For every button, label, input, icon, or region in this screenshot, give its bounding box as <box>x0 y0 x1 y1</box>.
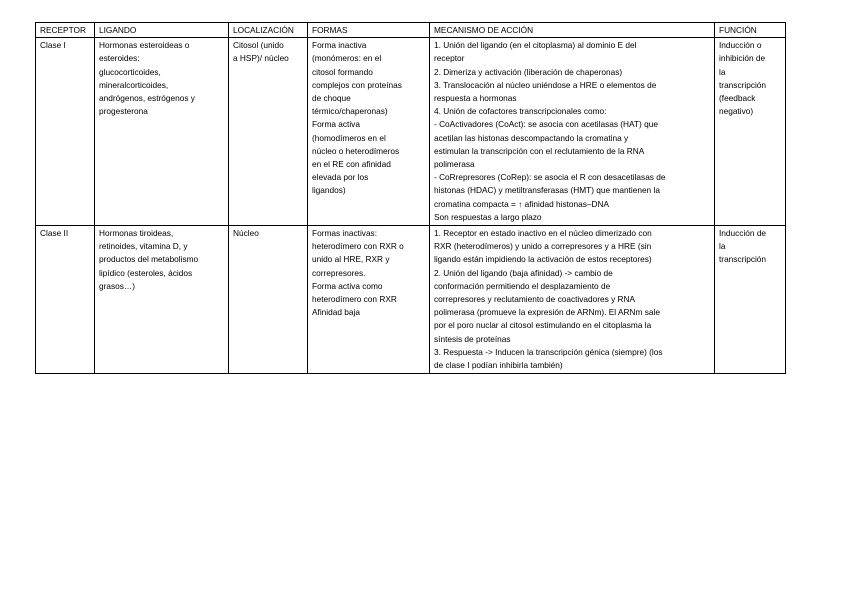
receptor-label: Clase I <box>40 40 66 51</box>
formas-line: heterodímero con RXR <box>312 294 397 305</box>
mecanismo-line: estimulan la transcripción con el reclutamiento de la RNA <box>434 145 645 156</box>
formas-line: térmico/chaperonas) <box>312 106 388 117</box>
header-mecanismo: MECANISMO DE ACCIÓN <box>430 23 715 38</box>
cell-ligando <box>95 38 229 226</box>
ligando-line: grasos…) <box>99 280 135 291</box>
cell-formas <box>308 38 430 226</box>
ligando-line: retinoides, vitamina D, y <box>99 241 188 252</box>
cell-mecanismo <box>430 38 715 226</box>
mecanismo-line: ligando están impidiendo la activación de estos receptores) <box>434 254 652 265</box>
formas-line: Afinidad baja <box>312 307 360 318</box>
mecanismo-line: acetilan las histonas descompactando la cromatina y <box>434 132 629 143</box>
formas-line: núcleo o heterodímeros <box>312 145 400 156</box>
formas-line: en el RE con afinidad <box>312 159 391 170</box>
ligando-line: glucocorticoides, <box>99 66 161 77</box>
funcion-line: la <box>719 66 726 77</box>
header-formas: FORMAS <box>308 23 430 38</box>
mecanismo-line: síntesis de proteínas <box>434 333 511 344</box>
formas-line: (homodímeros en el <box>312 132 386 143</box>
cell-receptor <box>36 38 95 226</box>
cell-receptor <box>36 226 95 374</box>
funcion-line: inhibición de <box>719 53 766 64</box>
ligando-line: Hormonas tiroideas, <box>99 228 174 239</box>
formas-line: unido al HRE, RXR y <box>312 254 390 265</box>
mecanismo-line: - CoActivadores (CoAct): se asocia con acetilasas (HAT) que <box>434 119 658 130</box>
cell-funcion <box>715 38 786 226</box>
mecanismo-line: 1. Unión del ligando (en el citoplasma) al dominio E del <box>434 40 637 51</box>
funcion-line: (feedback <box>719 93 756 104</box>
header-ligando: LIGANDO <box>95 23 229 38</box>
formas-line: Forma activa <box>312 119 360 130</box>
header-localizacion: LOCALIZACIÓN <box>229 23 308 38</box>
cell-localizacion <box>229 226 308 374</box>
mecanismo-line: Son respuestas a largo plazo <box>434 211 542 222</box>
formas-line: citosol formando <box>312 66 373 77</box>
ligando-line: lipídico (esteroles, ácidos <box>99 267 193 278</box>
mecanismo-line: histonas (HDAC) y metiltransferasas (HMT) que mantienen la <box>434 185 660 196</box>
formas-line: (monómeros: en el <box>312 53 382 64</box>
mecanismo-line: receptor <box>434 53 465 64</box>
cell-mecanismo <box>430 226 715 374</box>
mecanismo-line: 4. Unión de cofactores transcripcionales como: <box>434 106 607 117</box>
mecanismo-line: conformación permitiendo el desplazamiento de <box>434 280 611 291</box>
ligando-line: progesterona <box>99 106 148 117</box>
table-header-row <box>36 23 786 38</box>
receptor-label: Clase II <box>40 228 69 239</box>
funcion-line: transcripción <box>719 79 767 90</box>
ligando-line: esteroides: <box>99 53 140 64</box>
mecanismo-line: 2. Unión del ligando (baja afinidad) -> cambio de <box>434 267 613 278</box>
mecanismo-line: cromatina compacta = ↑ afinidad histonas–DNA <box>434 198 610 209</box>
formas-line: ligandos) <box>312 185 346 196</box>
ligando-line: Hormonas esteroideas o <box>99 40 190 51</box>
mecanismo-line: - CoRrepresores (CoRep): se asocia el R con desacetilasas de <box>434 172 666 183</box>
ligando-line: productos del metabolismo <box>99 254 199 265</box>
formas-line: correpresores. <box>312 267 366 278</box>
mecanismo-line: polimerasa <box>434 159 475 170</box>
formas-line: heterodímero con RXR o <box>312 241 404 252</box>
mecanismo-line: polimerasa (promueve la expresión de ARNm). El ARNm sale <box>434 307 660 318</box>
funcion-line: Inducción o <box>719 40 762 51</box>
formas-line: Forma activa como <box>312 280 383 291</box>
cell-formas <box>308 226 430 374</box>
header-receptor: RECEPTOR <box>36 23 95 38</box>
mecanismo-line: correpresores y reclutamiento de coactivadores y RNA <box>434 294 636 305</box>
funcion-line: Inducción de <box>719 228 767 239</box>
mecanismo-line: 1. Receptor en estado inactivo en el núcleo dimerizado con <box>434 228 652 239</box>
mecanismo-line: 2. Dimeriza y activación (liberación de chaperonas) <box>434 66 623 77</box>
formas-line: complejos con proteínas <box>312 79 402 90</box>
formas-line: elevada por los <box>312 172 369 183</box>
receptor-table <box>35 22 786 374</box>
formas-line: de choque <box>312 93 351 104</box>
formas-line: Forma inactiva <box>312 40 367 51</box>
mecanismo-line: de clase I podían inhibirla también) <box>434 360 563 371</box>
cell-funcion <box>715 226 786 374</box>
table-row <box>36 226 786 374</box>
cell-ligando <box>95 226 229 374</box>
funcion-line: transcripción <box>719 254 767 265</box>
mecanismo-line: respuesta a hormonas <box>434 93 517 104</box>
funcion-line: la <box>719 241 726 252</box>
table-row <box>36 38 786 226</box>
header-funcion: FUNCIÓN <box>715 23 786 38</box>
ligando-line: mineralcorticoides, <box>99 79 169 90</box>
mecanismo-line: 3. Respuesta -> Inducen la transcripción génica (siempre) (los <box>434 346 663 357</box>
mecanismo-line: 3. Translocación al núcleo uniéndose a HRE o elementos de <box>434 79 657 90</box>
localizacion-line: Citosol (unido <box>233 40 284 51</box>
mecanismo-line: RXR (heterodímeros) y unido a correpresores y a HRE (sin <box>434 241 652 252</box>
localizacion-line: a HSP)/ núcleo <box>233 53 289 64</box>
mecanismo-line: por el poro nuclar al citosol estimulando en el citoplasma la <box>434 320 652 331</box>
formas-line: Formas inactivas: <box>312 228 378 239</box>
ligando-line: andrógenos, estrógenos y <box>99 93 195 104</box>
funcion-line: negativo) <box>719 106 754 117</box>
localizacion-line: Núcleo <box>233 228 259 239</box>
cell-localizacion <box>229 38 308 226</box>
